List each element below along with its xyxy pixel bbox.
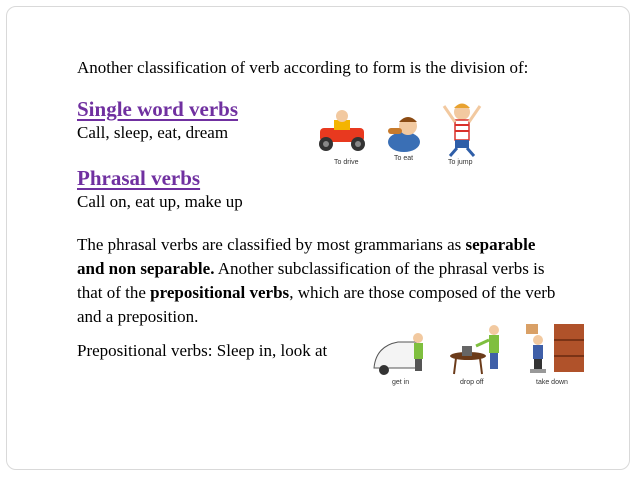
caption-to-eat: To eat	[394, 155, 414, 162]
phrasal-verbs-heading: Phrasal verbs	[77, 166, 201, 190]
caption-to-drive: To drive	[334, 159, 359, 166]
paragraph-bold-separable: separable and non separable.	[77, 235, 536, 278]
caption-drop-off: drop off	[460, 379, 484, 386]
drop-off-picture	[450, 325, 499, 386]
single-word-verbs-heading: Single word verbs	[77, 97, 239, 121]
phrasal-examples: Call on, eat up, make up	[77, 192, 243, 211]
prepositional-verbs-line: Prepositional verbs: Sleep in, look at	[77, 341, 328, 360]
caption-get-in: get in	[392, 379, 410, 386]
get-in-picture	[374, 333, 423, 386]
classification-paragraph	[77, 233, 557, 329]
caption-to-jump: To jump	[448, 159, 473, 166]
caption-take-down: take down	[536, 379, 568, 386]
take-down-picture	[526, 324, 584, 386]
paragraph-part-1: The phrasal verbs are classified by most grammarians as	[77, 235, 466, 254]
paragraph-part-3: , which are those composed of the verb and a preposition.	[77, 283, 556, 326]
car-picture	[319, 110, 365, 166]
action-verbs-illustration	[312, 98, 502, 170]
intro-text: Another classification of verb according to form is the division of:	[77, 58, 529, 77]
eating-picture	[388, 117, 420, 162]
paragraph-part-2: Another subclassification of the phrasal verbs is that of the	[77, 259, 545, 302]
jumping-picture	[444, 104, 480, 167]
single-word-examples: Call, sleep, eat, dream	[77, 123, 229, 142]
prepositional-verbs-illustration	[370, 318, 592, 390]
paragraph-bold-prepositional: prepositional verbs	[150, 283, 290, 302]
